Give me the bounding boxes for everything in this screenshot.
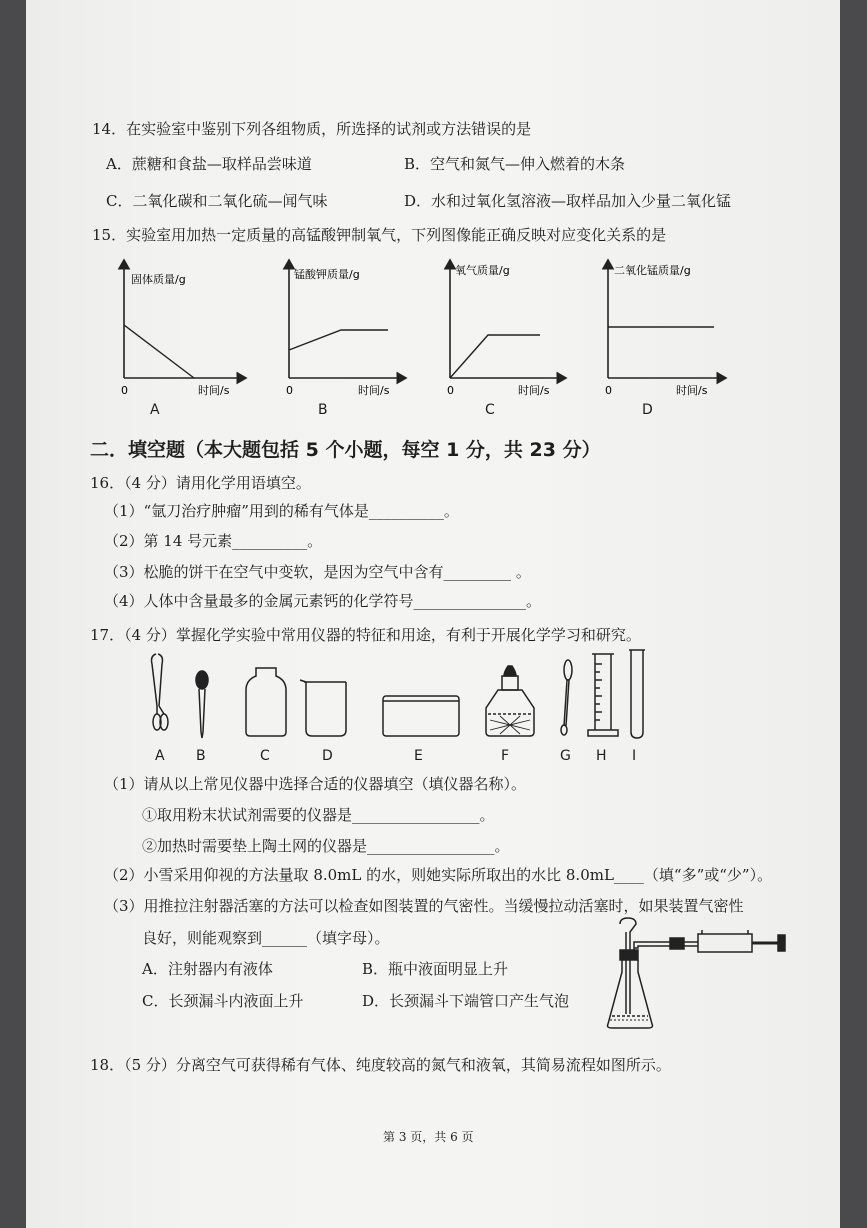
graph-a-xlabel: 时间/s [198, 384, 230, 397]
graph-a-origin: 0 [121, 384, 128, 397]
trough-icon [383, 696, 459, 736]
q14-option-c: C．二氧化碳和二氧化硫—闻气味 [106, 192, 328, 210]
graph-d [605, 260, 726, 397]
airtightness-apparatus [598, 916, 798, 1034]
instrument-a-label: A [155, 748, 165, 764]
q15-stem: 15．实验室用加热一定质量的高锰酸钾制氧气，下列图像能正确反映对应变化关系的是 [92, 226, 667, 244]
q17-part2: （2）小雪采用仰视的方法量取 8.0mL 的水，则她实际所取出的水比 8.0mL____（填“多”或“少”）。 [104, 866, 773, 884]
test-tube-icon [629, 650, 645, 738]
delivery-tube-icon [634, 938, 684, 952]
graph-a-ylabel: 固体质量/g [131, 273, 186, 286]
graph-c-origin: 0 [447, 384, 454, 397]
alcohol-lamp-icon [486, 666, 534, 736]
graph-d-origin: 0 [605, 384, 612, 397]
page-footer: 第 3 页，共 6 页 [383, 1130, 474, 1144]
graph-d-xlabel: 时间/s [676, 384, 708, 397]
graph-a-curve [124, 325, 194, 378]
exam-page [26, 0, 840, 1228]
graph-c-curve [450, 335, 540, 378]
graph-d-ylabel: 二氧化锰质量/g [614, 264, 691, 277]
q17-option-a: A．注射器内有液体 [142, 960, 273, 978]
graduated-cylinder-icon [588, 654, 618, 736]
instrument-h-label: H [596, 748, 607, 764]
q17-stem: 17．（4 分）掌握化学实验中常用仪器的特征和用途，有利于开展化学学习和研究。 [90, 626, 641, 644]
instrument-c-label: C [260, 748, 270, 764]
instrument-e-label: E [414, 748, 423, 764]
instrument-b-label: B [196, 748, 206, 764]
q16-item-4: （4）人体中含量最多的金属元素钙的化学符号_______________。 [104, 592, 542, 610]
graph-b-xlabel: 时间/s [358, 384, 390, 397]
q17-part1a: ①取用粉末状试剂需要的仪器是_________________。 [142, 806, 495, 824]
q16-item-2: （2）第 14 号元素__________。 [104, 532, 323, 550]
q17-option-c: C．长颈漏斗内液面上升 [142, 992, 304, 1010]
q14-option-d: D．水和过氧化氢溶液—取样品加入少量二氧化锰 [404, 192, 732, 210]
instrument-d-label: D [322, 748, 333, 764]
graph-b-ylabel: 锰酸钾质量/g [294, 268, 360, 281]
graph-c-letter: C [485, 402, 495, 418]
syringe-icon [684, 930, 785, 952]
instrument-g-label: G [560, 748, 571, 764]
q15-graphs [100, 252, 740, 402]
graph-b-letter: B [318, 402, 328, 418]
dropper-icon [196, 671, 208, 738]
q17-option-b: B．瓶中液面明显上升 [362, 960, 509, 978]
q14-stem: 14．在实验室中鉴别下列各组物质，所选择的试剂或方法错误的是 [92, 120, 532, 138]
q17-part3a: （3）用推拉注射器活塞的方法可以检查如图装置的气密性。当缓慢拉动活塞时，如果装置气密性 [104, 897, 744, 915]
graph-b-origin: 0 [286, 384, 293, 397]
instrument-f-label: F [501, 748, 510, 764]
q18-stem: 18．（5 分）分离空气可获得稀有气体、纯度较高的氮气和液氧，其简易流程如图所示。 [90, 1056, 671, 1074]
q14-option-a: A．蔗糖和食盐—取样品尝味道 [106, 155, 312, 173]
q16-item-1: （1）“氩刀治疗肿瘤”用到的稀有气体是__________。 [104, 502, 459, 520]
graph-b-curve [289, 330, 388, 350]
q17-part1b: ②加热时需要垫上陶土网的仪器是_________________。 [142, 837, 510, 855]
q16-stem: 16．（4 分）请用化学用语填空。 [90, 474, 311, 492]
graph-d-letter: D [642, 402, 653, 418]
graph-b [286, 260, 406, 397]
q17-part1: （1）请从以上常见仪器中选择合适的仪器填空（填仪器名称）。 [104, 775, 527, 793]
graph-a-letter: A [150, 402, 160, 418]
graph-c-ylabel: 氧气质量/g [455, 264, 510, 277]
graph-a [121, 260, 246, 397]
crucible-tongs-icon [152, 654, 169, 730]
medicine-spoon-icon [561, 660, 572, 735]
q17-option-d: D．长颈漏斗下端管口产生气泡 [362, 992, 570, 1010]
beaker-icon [300, 680, 346, 736]
graph-c-xlabel: 时间/s [518, 384, 550, 397]
lab-instruments [140, 646, 660, 746]
section-title: 二．填空题（本大题包括 5 个小题，每空 1 分，共 23 分） [90, 439, 601, 461]
instrument-i-label: I [632, 748, 637, 764]
q14-option-b: B．空气和氮气—伸入燃着的木条 [404, 155, 626, 173]
graph-c [447, 260, 566, 397]
wide-mouth-bottle-icon [246, 668, 286, 736]
q16-item-3: （3）松脆的饼干在空气中变软，是因为空气中含有_________ 。 [104, 563, 531, 581]
q17-part3b: 良好，则能观察到______（填字母）。 [142, 929, 390, 947]
